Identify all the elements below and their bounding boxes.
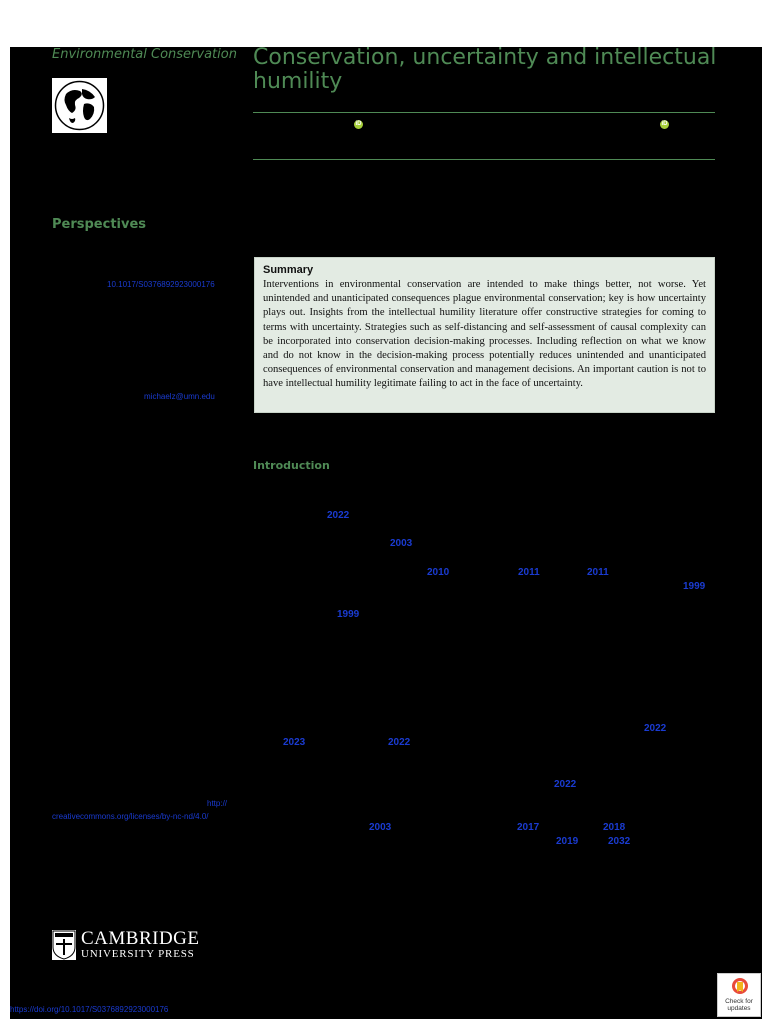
citation-year-link[interactable]: 1999: [337, 609, 360, 620]
title-divider-top: [253, 112, 715, 113]
journal-name: Environmental Conservation: [52, 47, 237, 62]
article-title: Conservation, uncertainty and intellectual humility: [253, 47, 717, 94]
introduction-heading: Introduction: [253, 459, 330, 472]
citation-year-link[interactable]: 2022: [388, 737, 411, 748]
citation-year-link[interactable]: 2022: [644, 723, 667, 734]
citation-year-link[interactable]: 2011: [518, 567, 540, 578]
citation-year-link[interactable]: 2003: [390, 538, 413, 549]
check-for-updates-line1: Check for: [725, 998, 753, 1005]
orcid-icon[interactable]: iD: [355, 121, 362, 127]
citation-year-link[interactable]: 2010: [427, 567, 450, 578]
publisher-logo: [52, 930, 200, 960]
citation-year-link[interactable]: 1999: [683, 581, 706, 592]
citation-year-link[interactable]: 2003: [369, 822, 392, 833]
footer-doi-link[interactable]: https://doi.org/10.1017/S0376892923000176: [10, 1005, 169, 1014]
summary-box: [254, 257, 715, 413]
sidebar-doi-link[interactable]: 10.1017/S0376892923000176: [107, 280, 215, 289]
publisher-name-line2: UNIVERSITY PRESS: [81, 948, 195, 960]
citation-year-link[interactable]: 2032: [608, 836, 631, 847]
check-for-updates-line2: updates: [727, 1005, 751, 1012]
cambridge-crest-icon: [52, 930, 76, 960]
license-link[interactable]: creativecommons.org/licenses/by-nc-nd/4.0/: [52, 812, 209, 821]
summary-heading: Summary: [263, 264, 314, 276]
article-type-label: Perspectives: [52, 217, 147, 232]
citation-year-link[interactable]: 2023: [283, 737, 306, 748]
citation-year-link[interactable]: 2022: [554, 779, 577, 790]
citation-year-link[interactable]: 2017: [517, 822, 540, 833]
citation-year-link[interactable]: 2022: [327, 510, 350, 521]
author-email-link[interactable]: michaelz@umn.edu: [144, 392, 215, 401]
title-divider-bottom: [253, 159, 715, 160]
article-page: [10, 47, 762, 1019]
citation-year-link[interactable]: 2011: [587, 567, 609, 578]
globe-logo-icon: [52, 78, 107, 133]
orcid-icon[interactable]: iD: [661, 121, 668, 127]
summary-text: Interventions in environmental conservation are intended to make things better, not worse. Yet unintended and unanticipated consequences plague environmental conservation; key is how uncertainty plays out. Insights from the intellectual humility literature offer constructive strategies for coming to terms with uncertainty. Strategies such as self-distancing and self-assessment of causal complexity can be incorporated into conservation decision-making processes. Including reflection on what we know and do not know in the decision-making process potentially reduces unintended and unanticipated consequences of environmental conservation and management decisions. An important caution is not to have intellectual humility legitimate failing to act in the face of uncertainty.: [263, 279, 706, 390]
publisher-name-line1: CAMBRIDGE: [81, 928, 200, 949]
license-link[interactable]: http://: [207, 799, 228, 808]
check-for-updates-button[interactable]: [717, 973, 761, 1017]
citation-year-link[interactable]: 2019: [556, 836, 579, 847]
citation-year-link[interactable]: 2018: [603, 822, 626, 833]
